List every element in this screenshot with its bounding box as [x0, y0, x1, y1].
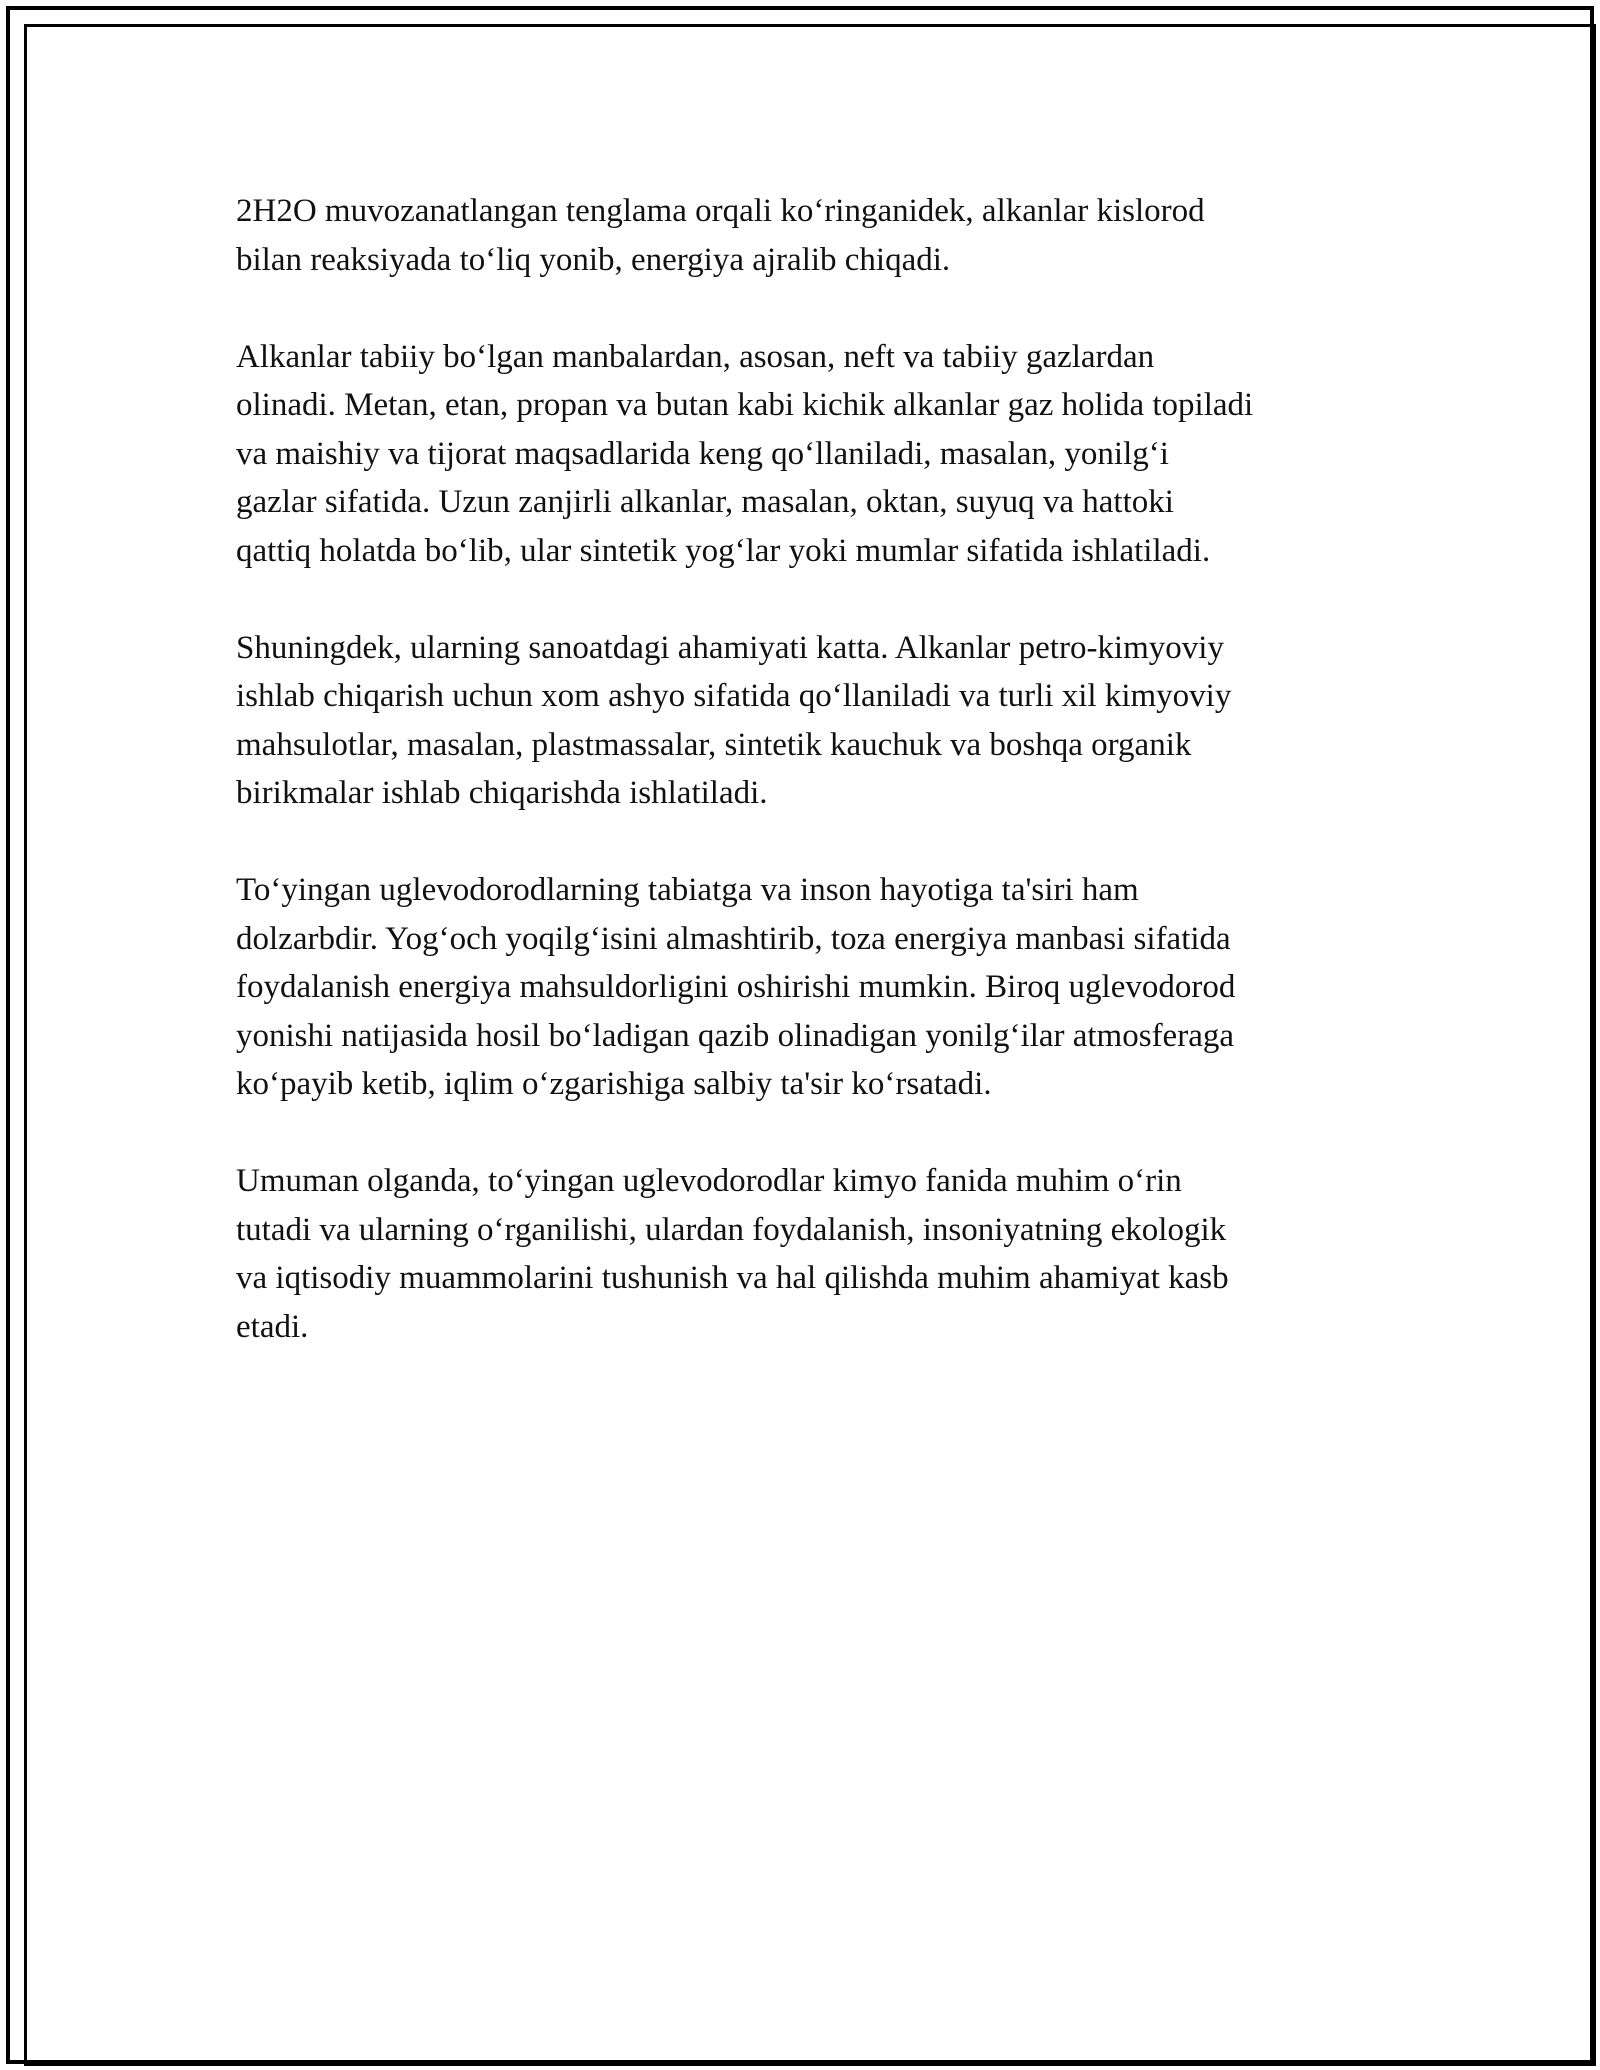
- paragraph-environment: [236, 866, 1376, 1109]
- text-line: bilan reaksiyada toʻliq yonib, energiya ajralib chiqadi.: [236, 241, 951, 278]
- text-line: Shuningdek, ularning sanoatdagi ahamiyati katta. Alkanlar petro-kimyoviy: [236, 629, 1224, 666]
- text-line: va iqtisodiy muammolarini tushunish va hal qilishda muhim ahamiyat kasb: [236, 1260, 1229, 1296]
- text-line: ishlab chiqarish uchun xom ashyo sifatida qoʻllaniladi va turli xil kimyoviy: [236, 678, 1232, 714]
- text-line: tutadi va ularning oʻrganilishi, ulardan foydalanish, insoniyatning ekologik: [236, 1211, 1227, 1248]
- text-line: qattiq holatda boʻlib, ular sintetik yogʻlar yoki mumlar sifatida ishlatiladi.: [236, 532, 1211, 569]
- text-line: Alkanlar tabiiy boʻlgan manbalardan, asosan, neft va tabiiy gazlardan: [236, 338, 1155, 375]
- text-line: Umuman olganda, toʻyingan uglevodorodlar kimyo fanida muhim oʻrin: [236, 1163, 1182, 1199]
- text-line: 2H2O muvozanatlangan tenglama orqali koʻringanidek, alkanlar kislorod: [236, 193, 1205, 229]
- paragraph-combustion: [236, 187, 1376, 284]
- text-line: birikmalar ishlab chiqarishda ishlatiladi.: [236, 775, 768, 811]
- text-line: mahsulotlar, masalan, plastmassalar, sintetik kauchuk va boshqa organik: [236, 726, 1192, 763]
- text-line: yonishi natijasida hosil boʻladigan qazib olinadigan yonilgʻilar atmosferaga: [236, 1017, 1234, 1054]
- text-line: gazlar sifatida. Uzun zanjirli alkanlar, masalan, oktan, suyuq va hattoki: [236, 484, 1174, 520]
- text-line: foydalanish energiya mahsuldorligini oshirishi mumkin. Biroq uglevodorod: [236, 969, 1236, 1005]
- text-line: va maishiy va tijorat maqsadlarida keng qoʻllaniladi, masalan, yonilgʻi: [236, 435, 1169, 472]
- paragraph-industry: [236, 624, 1376, 818]
- text-line: Toʻyingan uglevodorodlarning tabiatga va inson hayotiga ta'siri ham: [236, 872, 1139, 908]
- text-line: etadi.: [236, 1308, 309, 1345]
- text-line: koʻpayib ketib, iqlim oʻzgarishiga salbiy ta'sir koʻrsatadi.: [236, 1066, 992, 1102]
- text-line: dolzarbdir. Yogʻoch yoqilgʻisini almashtirib, toza energiya manbasi sifatida: [236, 920, 1231, 957]
- text-line: olinadi. Metan, etan, propan va butan kabi kichik alkanlar gaz holida topiladi: [236, 387, 1254, 423]
- paragraph-conclusion: [236, 1157, 1376, 1351]
- document-body: [236, 187, 1376, 1400]
- paragraph-sources: [236, 333, 1376, 576]
